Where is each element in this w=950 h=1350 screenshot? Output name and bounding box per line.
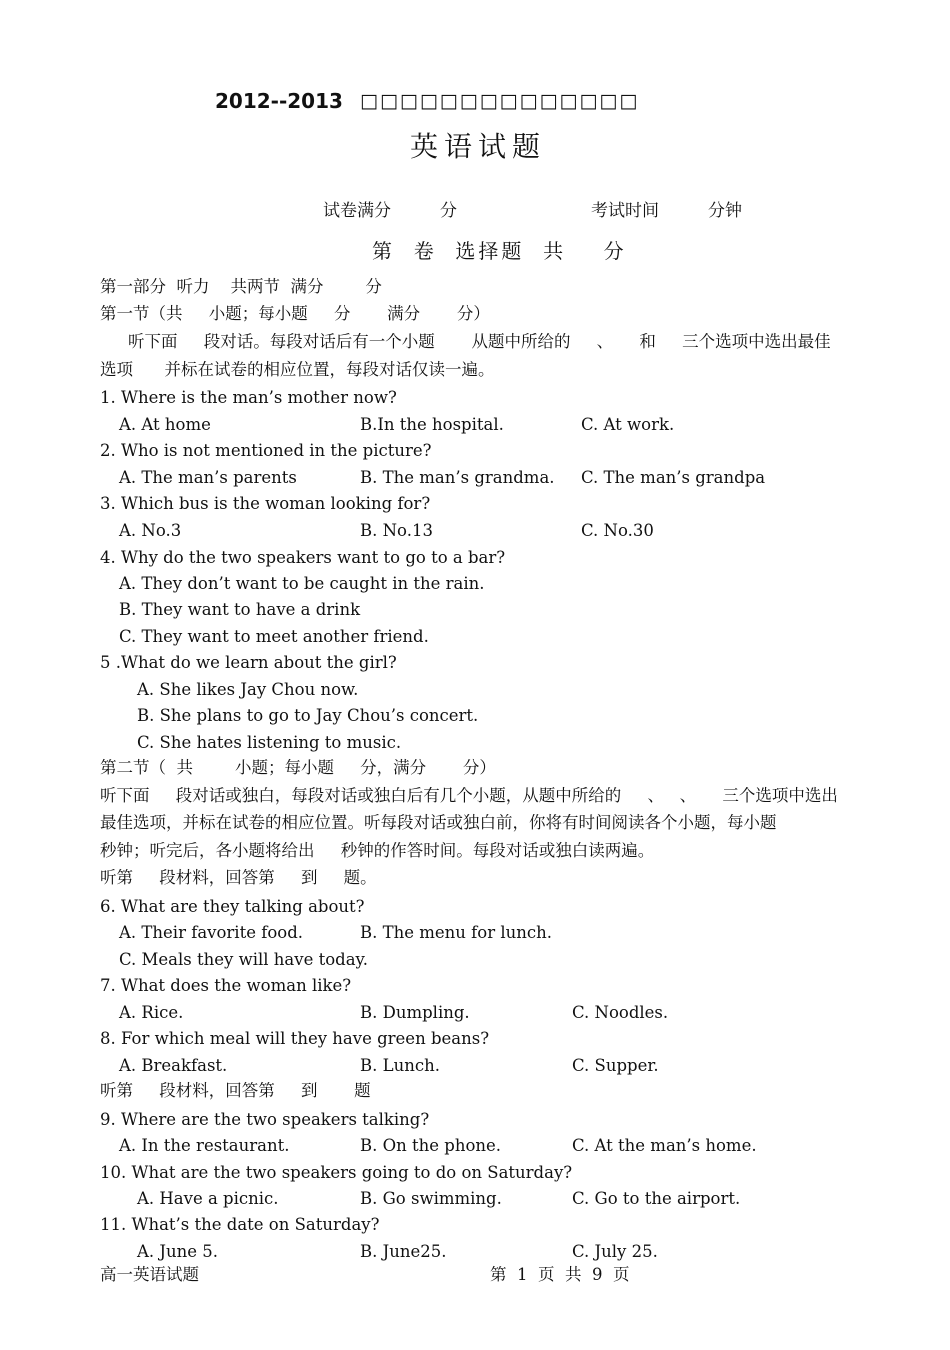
option-c: C. They want to meet another friend. [119,627,429,646]
listening-heading: 第一部分 听力 共两节 满分 分 [100,277,382,296]
option-b: B. The man’s grandma. [360,468,555,487]
question-stem: 3. Which bus is the woman looking for? [100,494,431,513]
option-b: B. Dumpling. [360,1003,470,1022]
option-b: B.In the hospital. [360,415,504,434]
section1-instructions-2: 选项 并标在试卷的相应位置，每段对话仅读一遍。 [100,360,495,379]
option-c: C. At work. [581,415,675,434]
option-b: B. The menu for lunch. [360,923,552,942]
option-a: A. June 5. [137,1242,219,1261]
section1-instructions-1: 听下面 段对话。每段对话后有一个小题 从题中所给的 、 和 三个选项中选出最佳 [128,332,831,351]
option-c: C. Meals they will have today. [119,950,368,969]
option-a: A. In the restaurant. [119,1136,290,1155]
option-a: A. Breakfast. [119,1056,228,1075]
option-b: B. On the phone. [360,1136,502,1155]
option-a: A. No.3 [119,521,182,540]
option-c: C. No.30 [581,521,654,540]
question-stem: 2. Who is not mentioned in the picture? [100,441,432,460]
score-unit: 分 [440,201,457,221]
option-b: B. They want to have a drink [119,600,361,619]
option-a: A. At home [119,415,211,434]
part1-title: 第 卷 选择题 共 分 [372,239,627,263]
subject-title: 英语试题 [410,130,547,163]
option-a: A. The man’s parents [119,468,297,487]
option-b: B. June25. [360,1242,447,1261]
option-c: C. The man’s grandpa [581,468,766,487]
section2-heading: 第二节（ 共 小题；每小题 分，满分 分） [100,758,496,777]
option-c: C. She hates listening to music. [137,733,402,752]
option-a: A. Have a picnic. [137,1189,279,1208]
option-a: A. Their favorite food. [119,923,303,942]
question-stem: 9. Where are the two speakers talking? [100,1110,430,1129]
question-stem: 1. Where is the man’s mother now? [100,388,397,407]
option-b: B. Lunch. [360,1056,440,1075]
exam-title: □□□□□□□□□□□□□□ [360,90,640,112]
option-b: B. She plans to go to Jay Chou’s concert. [137,706,479,725]
question-stem: 10. What are the two speakers going to do on Saturday? [100,1163,573,1182]
section2-instructions-3: 秒钟；听完后，各小题将给出 秒钟的作答时间。每段对话或独白读两遍。 [100,841,655,860]
footer-title: 高一英语试题 [100,1265,199,1284]
question-stem: 8. For which meal will they have green beans? [100,1029,490,1048]
option-c: C. At the man’s home. [572,1136,757,1155]
option-c: C. July 25. [572,1242,658,1261]
section2-instructions-1: 听下面 段对话或独白，每段对话或独白后有几个小题，从题中所给的 、 、 三个选项中选出 [100,786,838,805]
option-a: A. They don’t want to be caught in the rain. [119,574,485,593]
question-stem: 11. What’s the date on Saturday? [100,1215,380,1234]
option-c: C. Go to the airport. [572,1189,741,1208]
score-label: 试卷满分 [323,201,391,221]
option-c: C. Noodles. [572,1003,669,1022]
time-label: 考试时间 [591,201,659,221]
section1-heading: 第一节（共 小题；每小题 分 满分 分） [100,304,490,323]
material-heading-2: 听第 段材料，回答第 到 题 [100,1081,371,1100]
question-stem: 7. What does the woman like? [100,976,352,995]
question-stem: 6. What are they talking about? [100,897,365,916]
exam-year-range: 2012--2013 [215,89,343,113]
option-b: B. No.13 [360,521,433,540]
section2-instructions-2: 最佳选项，并标在试卷的相应位置。听每段对话或独白前，你将有时间阅读各个小题，每小题 [100,813,777,832]
material-heading-1: 听第 段材料，回答第 到 题。 [100,868,377,887]
option-c: C. Supper. [572,1056,659,1075]
page-number: 第 1 页 共 9 页 [490,1265,630,1284]
option-a: A. Rice. [119,1003,184,1022]
option-b: B. Go swimming. [360,1189,502,1208]
question-stem: 4. Why do the two speakers want to go to a bar? [100,548,506,567]
option-a: A. She likes Jay Chou now. [137,680,359,699]
time-unit: 分钟 [708,201,742,221]
question-stem: 5 .What do we learn about the girl? [100,653,397,672]
